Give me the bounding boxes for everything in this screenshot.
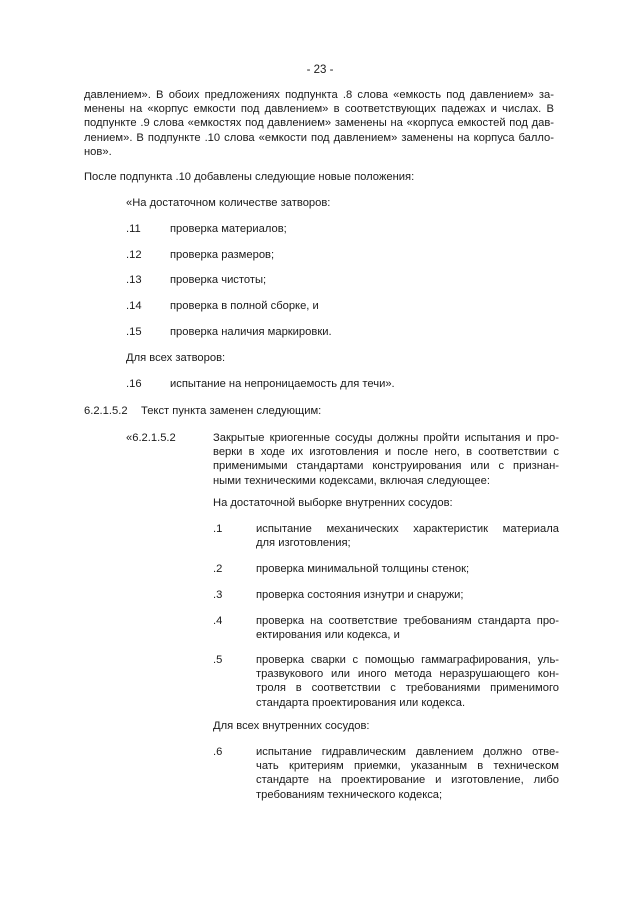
- text-line: подпункте .9 слова «емкостях под давлением» заменены на «корпуса емкостей под дав-: [84, 117, 554, 130]
- closure-item-num: .15: [126, 326, 142, 338]
- item-6-num: .6: [213, 746, 223, 758]
- text-line: для изготовления;: [256, 537, 351, 550]
- closure-item-text: проверка в полной сборке, и: [170, 300, 319, 312]
- item-6-text: [256, 745, 559, 802]
- item-16-num: .16: [126, 378, 142, 390]
- text-line: троля в соответствии с требованиями применимого: [256, 682, 559, 695]
- inner-item-text: [256, 653, 559, 710]
- inner-item-text: [256, 614, 559, 642]
- quote-section-number: «6.2.1.5.2: [126, 432, 176, 444]
- inner-sample-heading: На достаточной выборке внутренних сосудов:: [213, 497, 453, 509]
- inner-item-num: .4: [213, 615, 223, 627]
- text-line: требованиям технического кодекса;: [256, 788, 443, 801]
- text-line: чать критериям приемки, указанным в техническом: [256, 760, 559, 773]
- text-line: ектирования или кодекса, и: [256, 629, 400, 642]
- page-number: - 23 -: [306, 64, 334, 76]
- text-line: верки в ходе их изготовления и после него, в соответствии с: [213, 446, 559, 459]
- text-line: ными техническими кодексами, включая следующее:: [213, 474, 490, 487]
- text-line: тразвукового или иного метода неразрушающего кон-: [256, 668, 559, 681]
- closure-item-num: .13: [126, 274, 142, 286]
- after-item-10-paragraph: После подпункта .10 добавлены следующие новые положения:: [84, 171, 415, 183]
- intro-paragraph: [84, 88, 554, 159]
- inner-item-text: проверка состояния изнутри и снаружи;: [256, 589, 464, 601]
- text-line: испытание гидравлическим давлением должно отве-: [256, 746, 559, 758]
- closure-item-text: проверка наличия маркировки.: [170, 326, 332, 338]
- text-line: менены на «корпус емкости под давлением» в соответствующих падежах и числах. В: [84, 103, 554, 116]
- closure-item-text: проверка чистоты;: [170, 274, 267, 286]
- section-number: 6.2.1.5.2: [84, 405, 128, 417]
- inner-item-text: проверка минимальной толщины стенок;: [256, 563, 470, 575]
- inner-item-num: .5: [213, 654, 223, 666]
- text-line: стандарта проектирования или кодекса.: [256, 696, 466, 709]
- text-line: проверка на соответствие требованиям стандарта про-: [256, 615, 559, 627]
- quote-paragraph: [213, 431, 559, 488]
- inner-item-num: .1: [213, 523, 223, 535]
- text-line: лением». В подпункте .10 слова «емкости под давлением» заменены на корпуса балло-: [84, 131, 554, 144]
- closure-item-num: .14: [126, 300, 142, 312]
- text-line: проверка сварки с помощью гаммаграфирования, уль-: [256, 654, 559, 666]
- text-line: испытание механических характеристик материала: [256, 523, 559, 535]
- all-inner-heading: Для всех внутренних сосудов:: [213, 720, 370, 732]
- inner-item-text: [256, 522, 559, 550]
- closure-item-num: .11: [126, 223, 141, 235]
- closure-item-num: .12: [126, 249, 142, 261]
- text-line: стандарте на проектирование и изготовление, либо: [256, 774, 559, 787]
- inner-item-num: .3: [213, 589, 223, 601]
- text-line: нов».: [84, 145, 112, 158]
- section-text: Текст пункта заменен следующим:: [141, 405, 322, 417]
- all-closures-heading: Для всех затворов:: [126, 352, 226, 364]
- closure-item-text: проверка материалов;: [170, 223, 287, 235]
- text-line: Закрытые криогенные сосуды должны пройти испытания и про-: [213, 432, 559, 444]
- text-line: применимыми стандартами конструирования или с признан-: [213, 460, 559, 473]
- inner-item-num: .2: [213, 563, 223, 575]
- item-16-text: испытание на непроницаемость для течи».: [170, 378, 395, 390]
- text-line: давлением». В обоих предложениях подпункта .8 слова «емкость под давлением» за-: [84, 89, 554, 101]
- sufficient-closures-heading: «На достаточном количестве затворов:: [126, 197, 331, 209]
- closure-item-text: проверка размеров;: [170, 249, 275, 261]
